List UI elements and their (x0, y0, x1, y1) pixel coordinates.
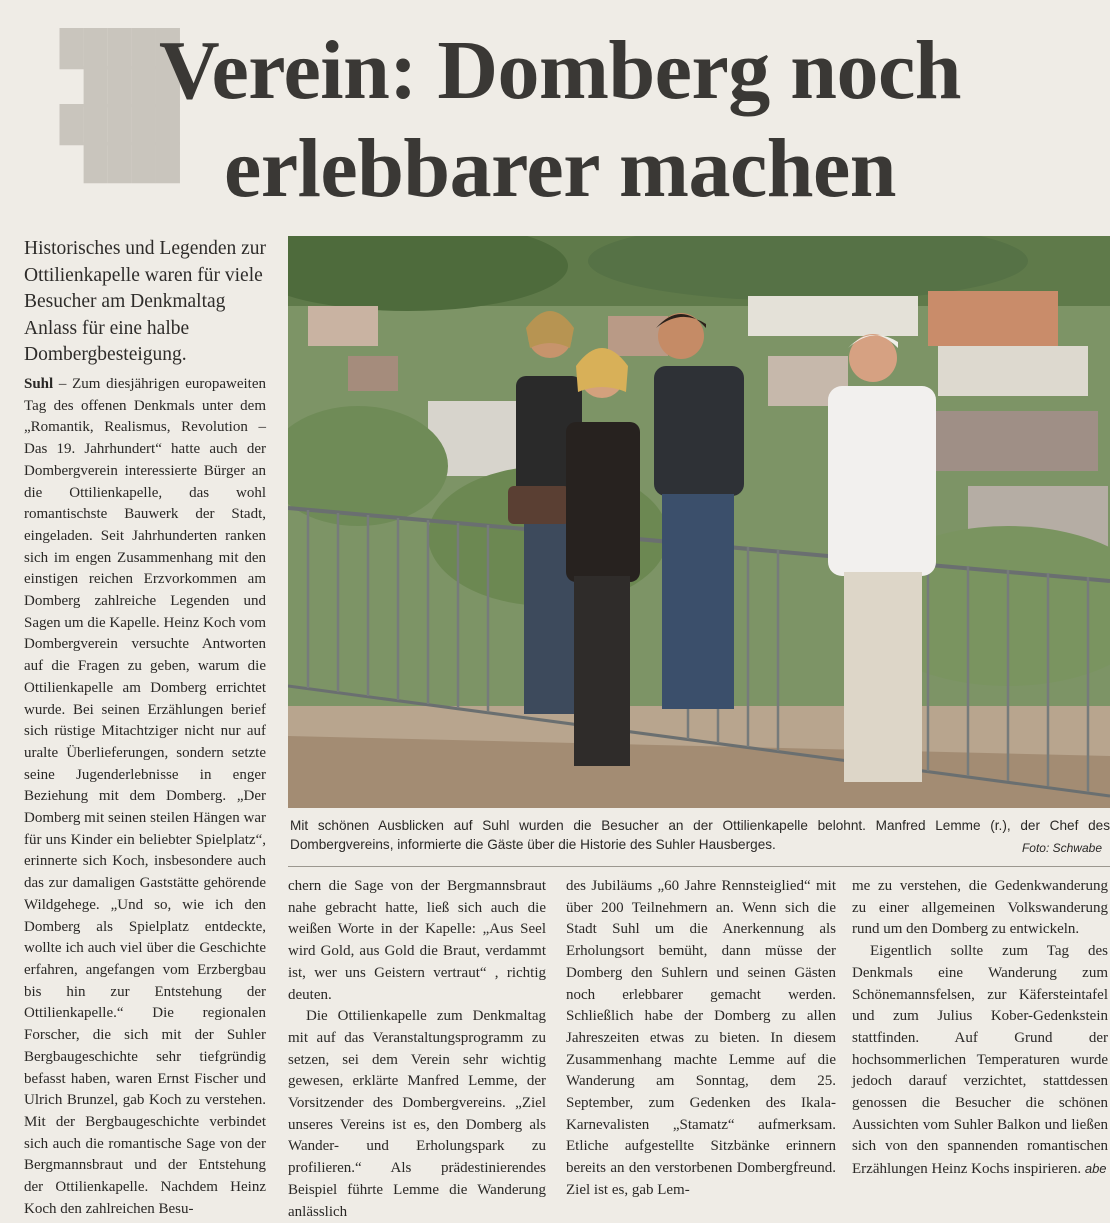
article-column-2 (288, 876, 546, 1223)
photo-illustration (288, 236, 1110, 808)
article-column-1 (24, 374, 266, 1220)
article-lead: Historisches und Legenden zur Ottilienkapelle waren für viele Besucher am Denkmaltag Anlass für eine halbe Dombergbesteigung. (24, 238, 267, 365)
paragraph-text: Eigentlich sollte zum Tag des Denkmals eine Wanderung zum Schönemannsfelsen, zur Käfersteintafel und zum Julius Kober-Gedenkstein stattfinden. Auf Grund der hochsommerlichen Temperaturen wurde jedoch darauf verzichtet, stattdessen genossen die Besucher die schönen Aussichten vom Suhler Balkon und ließen sich von den spannenden romantischen Erzählungen Heinz Kochs inspirieren. (852, 943, 1108, 1178)
headline (60, 22, 1060, 218)
article-column-4 (852, 876, 1108, 1181)
divider (288, 866, 1110, 867)
author-initials: abe (1084, 1161, 1107, 1177)
paragraph: chern die Sage von der Bergmannsbraut nahe gebracht hatte, ließ sich auch die weißen Worte in der Kapelle: „Aus Seel wird Gold, aus Gold die Braut, verdammt ist, wer uns Geistern vertraut“ , richtig deuten. (288, 878, 546, 1003)
photo-caption: Mit schönen Ausblicken auf Suhl wurden die Besucher an der Ottilienkapelle belohnt. Manfred Lemme (r.), der Chef des Dombergvereins, informierte die Gäste über die Historie des Suhler Hausberges. (290, 818, 1110, 852)
paragraph: Die Ottilienkapelle zum Denkmaltag mit auf das Veranstaltungsprogramm zu setzen, sei dem Verein sehr wichtig gewesen, erklärte Manfred Lemme, der Vorsitzender des Dombergvereins. „Ziel unseres Vereins ist es, den Domberg als Wander- und Erholungspark zu profilieren.“ Als prädestinierendes Beispiel führte Lemme die Wanderung anlässlich (288, 1008, 546, 1220)
headline-line-2: erlebbarer machen (224, 122, 896, 215)
dateline: Suhl (24, 376, 54, 392)
headline-line-1: Verein: Domberg noch (159, 24, 961, 117)
bleed-through-text: █████ ████ █████ ████ (59, 30, 180, 181)
paragraph: des Jubiläums „60 Jahre Rennsteiglied“ mit über 200 Teilnehmern an. Wenn sich die Stadt Suhl um die Anerkennung als Erholungsort bemüht, dann müsse der Domberg den Suhlern und seinen Gästen noch erlebbarer gemacht werden. Schließlich habe der Domberg zu allen Jahreszeiten etwas zu bieten. In diesem Zusammenhang machte Lemme auf die Wanderung am Sonntag, dem 25. September, zum Gedenken des Ikala-Karnevalisten „Stamatz“ aufmerksam. Etliche aufgestellte Sitzbänke erinnern bereits an den verstorbenen Dombergfreund. Ziel ist es, gab Lem- (566, 878, 836, 1198)
article-photo (288, 236, 1110, 808)
paragraph-text: – Zum diesjährigen europaweiten Tag des offenen Denkmals unter dem „Romantik, Realismus, Revolution – Das 19. Jahrhundert“ hatte auch der Dombergverein interessierte Bürger an die Ottilienkapelle, das wohl romantischste Bauwerk der Stadt, eingeladen. Seit Jahrhunderten ranken sich im engen Zusammenhang mit den einstigen reichen Erzvorkommen am Domberg zahlreiche Legenden und Sagen um die Kapelle. Heinz Koch vom Dombergverein versuchte Antworten auf die Fragen zu geben, warum die Ottilienkapelle am Domberg errichtet wurde. Bei seinen Erzählungen berief sich rüstige Mitachtziger nicht nur auf uralte Überlieferungen, sondern setzte seine Jugenderlebnisse in enger Beziehung mit dem Domberg. „Der Domberg mit seinen steilen Hängen war für uns Kinder ein beliebter Spielplatz“, erinnerte sich Koch, insbesondere auch das zur damaligen Gaststätte gehörende Wildgehege. „Und so, wie ich den Domberg als Spielplatz entdeckte, wollte ich auch viel über die Geschichte erfahren, angefangen vom Erzbergbau bis hin zur Entstehung der Ottilienkapelle.“ Die regionalen Forscher, die sich mit der Suhler Bergbaugeschichte sehr tiefgründig befasst haben, waren Ernst Fischer und Ulrich Brunzel, gab Koch zu verstehen. Mit der Bergbaugeschichte verbindet sich auch die romantische Sage von der Bergmannsbraut und der Entstehung der Ottilienkapelle. Nachdem Heinz Koch den zahlreichen Besu- (24, 376, 267, 1217)
photo-credit: Foto: Schwabe (1021, 841, 1102, 855)
paragraph (24, 374, 266, 1220)
article-column-3 (566, 876, 836, 1202)
paragraph (852, 941, 1108, 1181)
paragraph: me zu verstehen, die Gedenkwanderung zu einer allgemeinen Volkswanderung rund um den Domberg zu entwickeln. (852, 878, 1108, 938)
